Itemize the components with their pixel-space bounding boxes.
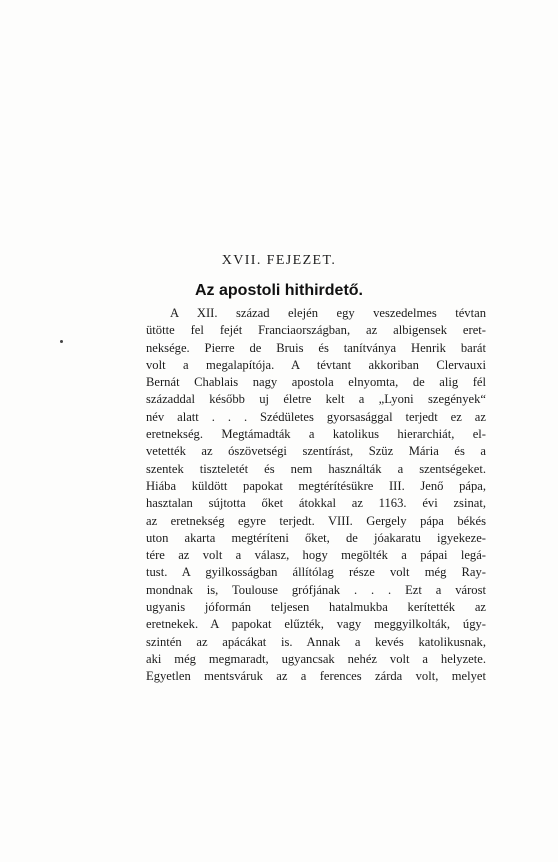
text-line: mondnak is, Toulouse grófjának . . . Ezt a várost [146, 582, 486, 597]
text-line: hasztalan sújtotta őket átokkal az 1163. évi zsinat, [146, 496, 486, 511]
chapter-heading: XVII. FEJEZET. [221, 253, 337, 268]
text-line: Bernát Chablais nagy apostola elnyomta, de alig fél [146, 375, 486, 390]
chapter-title: Az apostoli hithirdető. [195, 282, 363, 299]
body-paragraph [146, 305, 486, 686]
text-line: neksége. Pierre de Bruis és tanítványa Henrik barát [146, 340, 486, 355]
text-line: volt a megalapítója. A tévtant akkoriban Clervauxi [146, 357, 486, 372]
text-line: tére az volt a válasz, hogy megölték a pápai legá- [146, 548, 486, 563]
text-line: aki még megmaradt, ugyancsak nehéz volt a helyzete. [146, 651, 486, 666]
text-line: ugyanis jóformán teljesen hatalmukba kerítették az [146, 600, 486, 615]
text-line: Hiába küldött papokat megtérítésükre III. Jenő pápa, [146, 478, 486, 493]
text-line: eretnekek. A papokat elűzték, vagy meggyilkolták, úgy- [146, 617, 486, 632]
text-line: ütötte fel fejét Franciaországban, az albigensek eret- [146, 323, 486, 338]
text-line: eretnekség. Megtámadták a katolikus hierarchiát, el- [146, 427, 486, 442]
ink-speck [60, 340, 63, 343]
text-line: századdal később uj életre kelt a „Lyoni szegények“ [146, 392, 486, 407]
text-line: az eretnekség egyre terjedt. VIII. Gergely pápa békés [146, 513, 486, 528]
text-line: Egyetlen mentsváruk az a ferences zárda volt, melyet [146, 669, 486, 684]
text-line: uton akarta megtéríteni őket, de jóakaratu igyekeze- [146, 530, 486, 545]
text-line: név alatt . . . Szédületes gyorsasággal terjedt ez az [146, 409, 486, 424]
text-line: szintén az apácákat is. Annak a kevés katolikusnak, [146, 634, 486, 649]
text-line: A XII. század elején egy veszedelmes tévtan [170, 306, 486, 320]
text-line: tust. A gyilkosságban állítólag része volt még Ray- [146, 565, 486, 580]
text-line: szentek tiszteletét és nem használták a szentségeket. [146, 461, 486, 476]
text-line: vetették az ószövetségi szentírást, Szüz Mária és a [146, 444, 486, 459]
